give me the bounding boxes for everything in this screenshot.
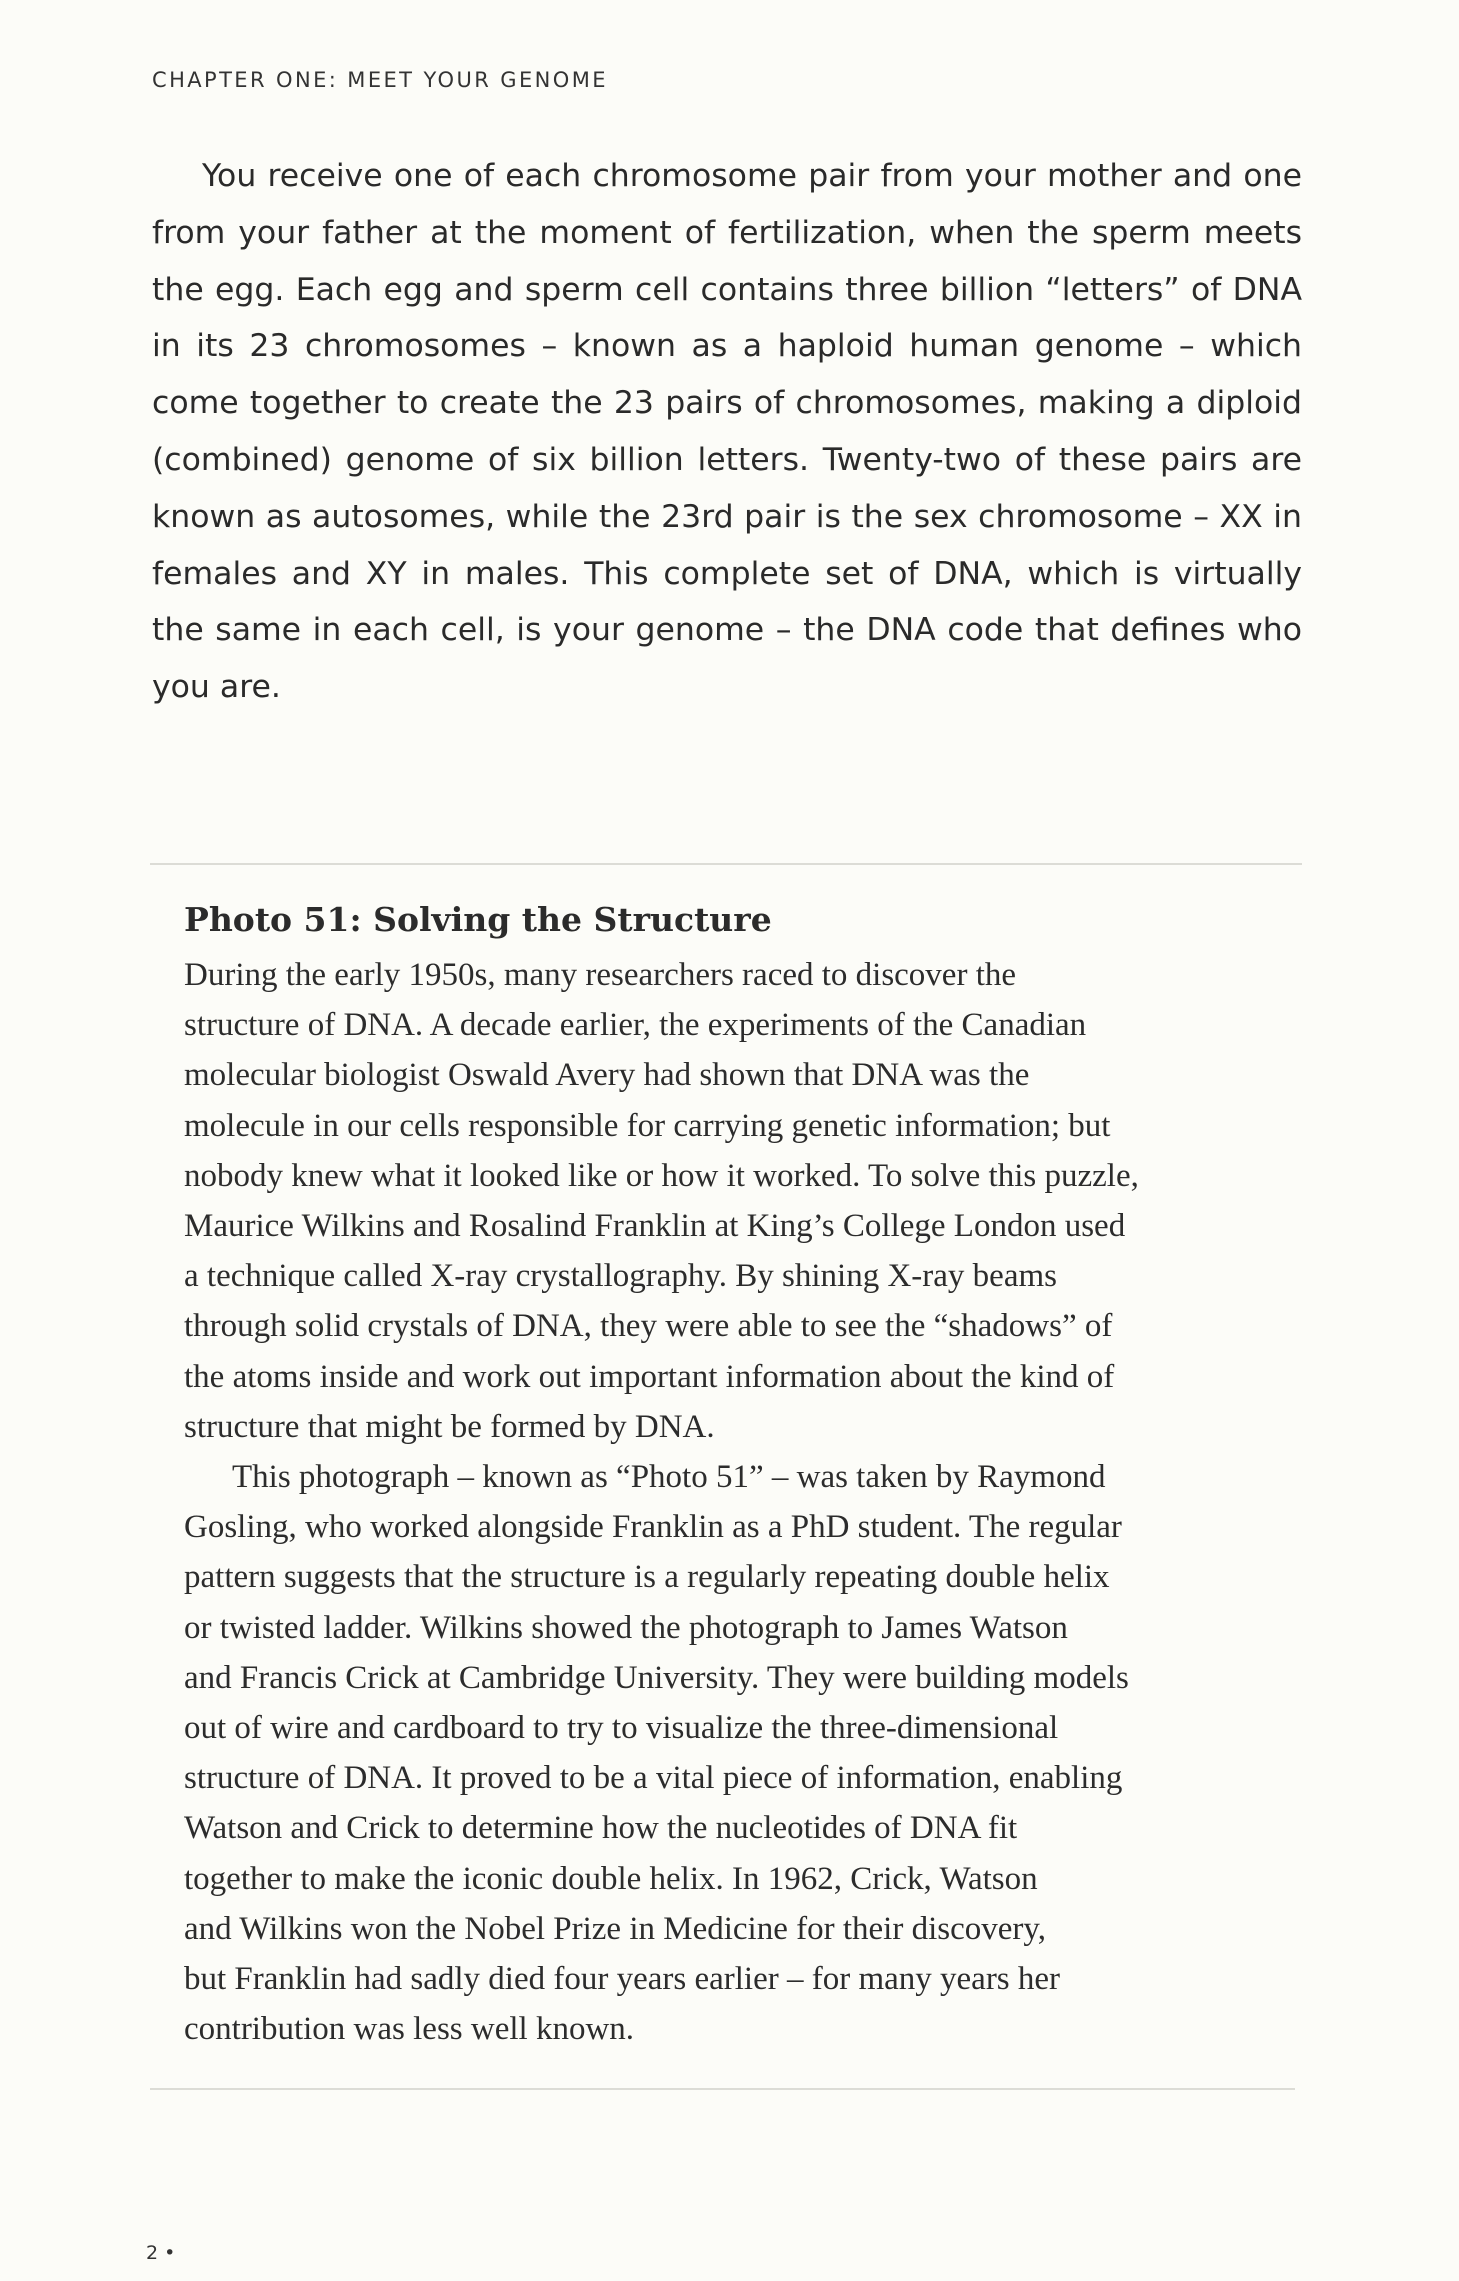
text-line: out of wire and cardboard to try to visualize the three-dimensional	[184, 1710, 1059, 1747]
text-line: or twisted ladder. Wilkins showed the photograph to James Watson	[184, 1609, 1068, 1646]
text-line: Watson and Crick to determine how the nucleotides of DNA fit	[184, 1810, 1018, 1847]
text-line: structure of DNA. It proved to be a vital piece of information, enabling	[184, 1760, 1123, 1797]
sidebar-paragraph-2	[184, 1452, 1294, 2054]
text-line: a technique called X-ray crystallography. By shining X-ray beams	[184, 1258, 1057, 1295]
text-line: and Francis Crick at Cambridge University. They were building models	[184, 1659, 1129, 1696]
text-line: together to make the iconic double helix. In 1962, Crick, Watson	[184, 1860, 1038, 1897]
text-line: through solid crystals of DNA, they were able to see the “shadows” of	[184, 1308, 1113, 1345]
text-line: the atoms inside and work out important information about the kind of	[184, 1358, 1115, 1395]
text-line: molecule in our cells responsible for carrying genetic information; but	[184, 1107, 1111, 1144]
sidebar-body	[184, 950, 1294, 2054]
sidebar-title: Photo 51: Solving the Structure	[184, 900, 772, 939]
text-line: contribution was less well known.	[184, 2011, 635, 2048]
text-line: pattern suggests that the structure is a regularly repeating double helix	[184, 1559, 1110, 1596]
body-paragraph: You receive one of each chromosome pair from your mother and one from your father at the moment of fertilization, when the sperm meets the egg. Each egg and sperm cell contains three billion “letters” of DNA in its 23 chromosomes – known as a haploid human genome – which come together to create the 23 pairs of chromosomes, making a diploid (combined) genome of six billion letters. Twenty-two of these pairs are known as autosomes, while the 23rd pair is the sex chromosome – XX in females and XY in males. This complete set of DNA, which is virtually the same in each cell, is your genome – the DNA code that defines who you are.	[152, 158, 1302, 706]
text-line: During the early 1950s, many researchers raced to discover the	[184, 957, 1017, 993]
text-line: structure of DNA. A decade earlier, the experiments of the Canadian	[184, 1007, 1087, 1044]
text-line: This photograph – known as “Photo 51” – was taken by Raymond	[232, 1459, 1106, 1496]
sidebar-paragraph-1	[184, 950, 1294, 1452]
text-line: Maurice Wilkins and Rosalind Franklin at King’s College London used	[184, 1208, 1126, 1245]
text-line: but Franklin had sadly died four years earlier – for many years her	[184, 1961, 1061, 1998]
running-head: CHAPTER ONE: MEET YOUR GENOME	[152, 68, 608, 92]
sidebar-bottom-rule	[150, 2088, 1295, 2090]
page-number: 2 •	[146, 2242, 176, 2264]
text-line: nobody knew what it looked like or how it worked. To solve this puzzle,	[184, 1157, 1139, 1194]
text-line: structure that might be formed by DNA.	[184, 1408, 715, 1445]
text-line: molecular biologist Oswald Avery had shown that DNA was the	[184, 1057, 1030, 1094]
text-line: Gosling, who worked alongside Franklin as a PhD student. The regular	[184, 1509, 1122, 1546]
text-line: and Wilkins won the Nobel Prize in Medicine for their discovery,	[184, 1910, 1046, 1947]
sidebar-top-rule	[150, 863, 1302, 865]
